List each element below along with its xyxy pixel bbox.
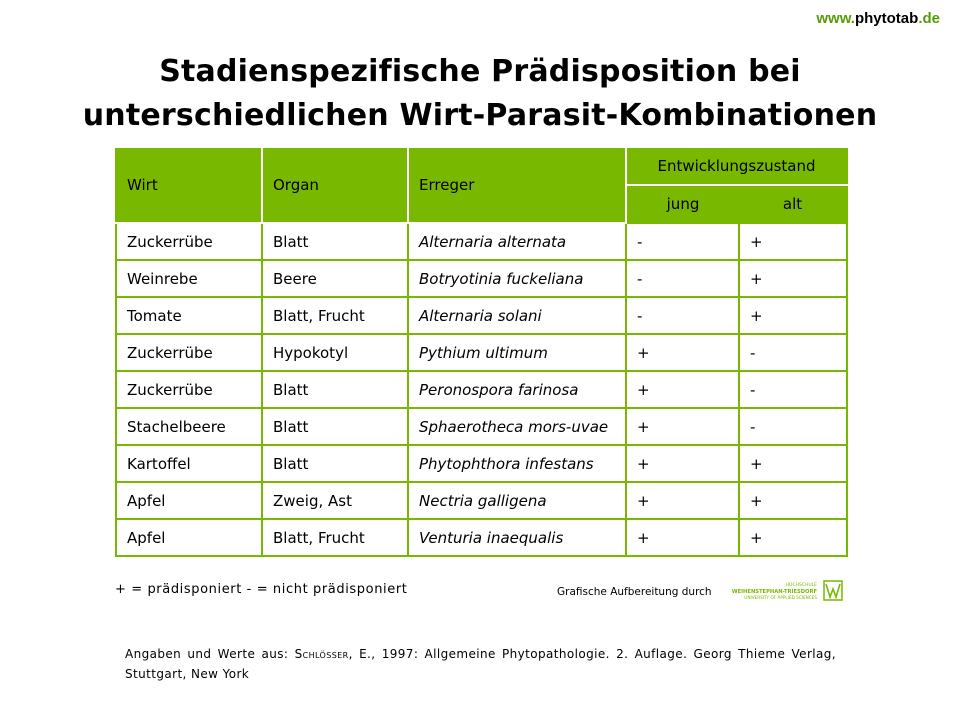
source-citation <box>125 644 836 684</box>
table-row <box>116 445 847 482</box>
cell-alt: - <box>739 334 847 371</box>
cell-jung: - <box>626 223 739 260</box>
table-row <box>116 408 847 445</box>
cell-alt: + <box>739 297 847 334</box>
logo-line1: HOCHSCHULE <box>785 583 817 588</box>
cell-wirt: Apfel <box>116 482 262 519</box>
cell-wirt: Zuckerrübe <box>116 223 262 260</box>
logo-line2: WEIHENSTEPHAN-TRIESDORF <box>731 589 817 595</box>
page-title <box>0 50 960 138</box>
header-alt: alt <box>739 185 847 223</box>
cell-organ: Blatt, Frucht <box>262 519 408 556</box>
cell-organ: Blatt <box>262 408 408 445</box>
cell-organ: Blatt <box>262 223 408 260</box>
cell-erreger: Peronospora farinosa <box>408 371 626 408</box>
cell-jung: + <box>626 334 739 371</box>
table-row <box>116 297 847 334</box>
cell-wirt: Zuckerrübe <box>116 334 262 371</box>
cell-alt: + <box>739 445 847 482</box>
table-row <box>116 334 847 371</box>
cell-alt: + <box>739 482 847 519</box>
predisposition-table <box>115 148 848 557</box>
cell-erreger: Alternaria solani <box>408 297 626 334</box>
logo-w-icon <box>826 584 840 597</box>
cell-wirt: Zuckerrübe <box>116 371 262 408</box>
header-organ: Organ <box>262 148 408 223</box>
cell-erreger: Alternaria alternata <box>408 223 626 260</box>
header-erreger: Erreger <box>408 148 626 223</box>
cell-wirt: Tomate <box>116 297 262 334</box>
cell-organ: Zweig, Ast <box>262 482 408 519</box>
cell-jung: - <box>626 260 739 297</box>
table-row <box>116 223 847 260</box>
cell-alt: - <box>739 371 847 408</box>
site-url[interactable] <box>816 10 940 27</box>
cell-jung: + <box>626 408 739 445</box>
cell-alt: + <box>739 260 847 297</box>
cell-organ: Hypokotyl <box>262 334 408 371</box>
cell-alt: - <box>739 408 847 445</box>
cell-wirt: Weinrebe <box>116 260 262 297</box>
cell-jung: + <box>626 519 739 556</box>
cell-alt: + <box>739 223 847 260</box>
site-url-prefix: www. <box>816 10 855 27</box>
cell-jung: + <box>626 371 739 408</box>
site-url-tld: .de <box>918 10 940 27</box>
site-url-domain: phytotab <box>854 10 919 27</box>
cell-erreger: Venturia inaequalis <box>408 519 626 556</box>
cell-organ: Blatt <box>262 371 408 408</box>
table-row <box>116 260 847 297</box>
logo-line3: UNIVERSITY OF APPLIED SCIENCES <box>744 595 817 600</box>
table-row <box>116 371 847 408</box>
cell-jung: - <box>626 297 739 334</box>
header-jung: jung <box>626 185 739 223</box>
credit-text: Grafische Aufbereitung durch <box>557 586 712 598</box>
source-prefix: Angaben und Werte aus: <box>125 647 295 661</box>
cell-alt: + <box>739 519 847 556</box>
cell-organ: Blatt <box>262 445 408 482</box>
legend: + = prädisponiert - = nicht prädisponiert <box>115 582 408 597</box>
table-row <box>116 519 847 556</box>
cell-wirt: Kartoffel <box>116 445 262 482</box>
cell-jung: + <box>626 445 739 482</box>
header-wirt: Wirt <box>116 148 262 223</box>
cell-erreger: Pythium ultimum <box>408 334 626 371</box>
cell-erreger: Nectria galligena <box>408 482 626 519</box>
cell-erreger: Sphaerotheca mors-uvae <box>408 408 626 445</box>
cell-erreger: Botryotinia fuckeliana <box>408 260 626 297</box>
cell-jung: + <box>626 482 739 519</box>
page-title-line2: unterschiedlichen Wirt-Parasit-Kombinationen <box>82 98 878 133</box>
cell-organ: Blatt, Frucht <box>262 297 408 334</box>
source-rest: , E., 1997: Allgemeine Phytopathologie. 2. Auflage. Georg Thieme Verlag, Stuttgart, New York <box>125 647 836 681</box>
cell-organ: Beere <box>262 260 408 297</box>
table-row <box>116 482 847 519</box>
header-entwicklungszustand: Entwicklungszustand <box>626 148 847 185</box>
cell-wirt: Apfel <box>116 519 262 556</box>
page-title-line1: Stadienspezifische Prädisposition bei <box>159 54 801 89</box>
cell-wirt: Stachelbeere <box>116 408 262 445</box>
cell-erreger: Phytophthora infestans <box>408 445 626 482</box>
university-logo <box>727 580 845 602</box>
source-author: Schlösser <box>294 647 349 661</box>
